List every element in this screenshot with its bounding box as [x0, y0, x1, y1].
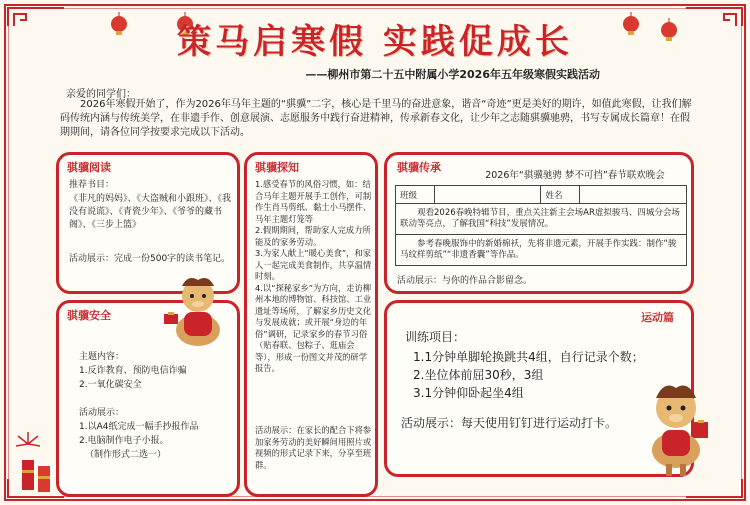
reading-title: 骐骥阅读 [67, 161, 111, 174]
reading-books: 《非凡的妈妈》、《大盗贼和小跟班》、《我没有说谎》、《青瓷少年》、《爷爷的藏书阁》、《三步上篮》 [69, 194, 232, 230]
name-label: 姓名 [541, 186, 580, 204]
heritage-table [395, 185, 687, 266]
page-subtitle: ——柳州市第二十五中附属小学2026年五年级寒假实践活动 [305, 68, 600, 81]
safety-show-item: 2.电脑制作电子小报。 [79, 436, 169, 446]
class-label: 班级 [396, 186, 435, 204]
sports-label: 训练项目： [405, 330, 466, 344]
safety-title: 骐骥安全 [67, 309, 111, 322]
reading-show: 活动展示：完成一份500字的读书笔记。 [69, 254, 231, 264]
explore-item: 1.感受春节的风俗习惯，如：结合马年主题开展手工创作，可制作生肖马剪纸、黏土小马摆件、马年主题灯笼等 [255, 179, 372, 224]
safety-show-item: 1.以A4纸完成一幅手抄报作品 [79, 422, 199, 432]
heritage-row-watch: 观看2026春晚特辑节目，重点关注新主会场AR虚拟骏马、四城分会场联动等亮点，了解我国“科技”发展情况。 [396, 204, 687, 235]
heritage-table-title: 2026年“骐骥驰骋 梦不可挡”春节联欢晚会 [485, 170, 665, 181]
reading-books-label: 推荐书目： [69, 180, 115, 190]
greeting: 亲爱的同学们： [66, 89, 136, 100]
safety-show-label: 活动展示： [79, 408, 125, 418]
sports-item: 2.坐位体前屈30秒，3组 [413, 368, 544, 382]
sports-show: 活动展示：每天使用钉钉进行运动打卡。 [401, 416, 618, 430]
horse-illustration [632, 370, 718, 478]
explore-panel [244, 152, 378, 497]
class-field[interactable] [434, 186, 541, 204]
explore-item: 2.假期期间，帮助家人完成力所能及的家务劳动。 [255, 225, 371, 247]
safety-show-note: （制作形式二选一） [85, 450, 167, 460]
sports-title: 运动篇 [641, 311, 674, 324]
explore-show: 活动展示：在家长的配合下将参加家务劳动的美好瞬间用照片或视频的形式记录下来，分享至班群。 [255, 425, 372, 470]
horse-illustration [158, 272, 234, 352]
safety-topic: 1.反诈教育、预防电信诈骗 [79, 366, 187, 376]
explore-item: 3.为家人献上“暖心美食”，和家人一起完成美食制作，共享温情时刻。 [255, 248, 372, 281]
safety-topic: 2.一氧化碳安全 [79, 380, 142, 390]
corner-pattern-bottom-right [684, 477, 744, 499]
sports-item: 3.1分钟仰卧起坐4组 [413, 386, 524, 400]
heritage-title: 骐骥传承 [397, 161, 441, 174]
explore-items [255, 179, 373, 375]
explore-title: 骐骥探知 [255, 161, 299, 174]
heritage-panel [384, 152, 694, 294]
sports-item: 1.1分钟单脚轮换跳共4组，自行记录个数； [413, 350, 644, 364]
explore-item: 4.以“探秘家乡”为方向，走访柳州本地的博物馆、科技馆、工业遗址等场所，了解家乡历史文化与发展成就；或开展“身边的年俗”调研，记录家乡的春节习俗（贴春联、包粽子、逛庙会等），形成一份图文并茂的研学报告。 [255, 282, 372, 373]
firecracker-icon [14, 430, 60, 498]
page-title: 策马启寒假 实践促成长 [177, 22, 573, 62]
heritage-row-craft: 参考春晚服饰中的新婚棉袄，先将非遗元素，开展手作实践：制作“骏马纹样剪纸”“非遗香囊”等作品。 [396, 235, 687, 266]
safety-topic-label: 主题内容： [79, 352, 125, 362]
heritage-show: 活动展示：与你的作品合影留念。 [397, 276, 533, 286]
name-field[interactable] [580, 186, 687, 204]
intro-paragraph: 2026年寒假开始了，作为2026年马年主题的“骐骥”二字，核心是千里马的奋进意象，谐音“奇迹”更是美好的期许，如值此寒假，让我们解码传统内涵与传统美学，在非遗手作、创意展演、志愿服务中践行奋进精神，传承新春文化，让少年之志随骐骥驰骋，书写专属成长篇章！在假期期间，请各位同学按要求完成以下活动。 [60, 99, 692, 138]
